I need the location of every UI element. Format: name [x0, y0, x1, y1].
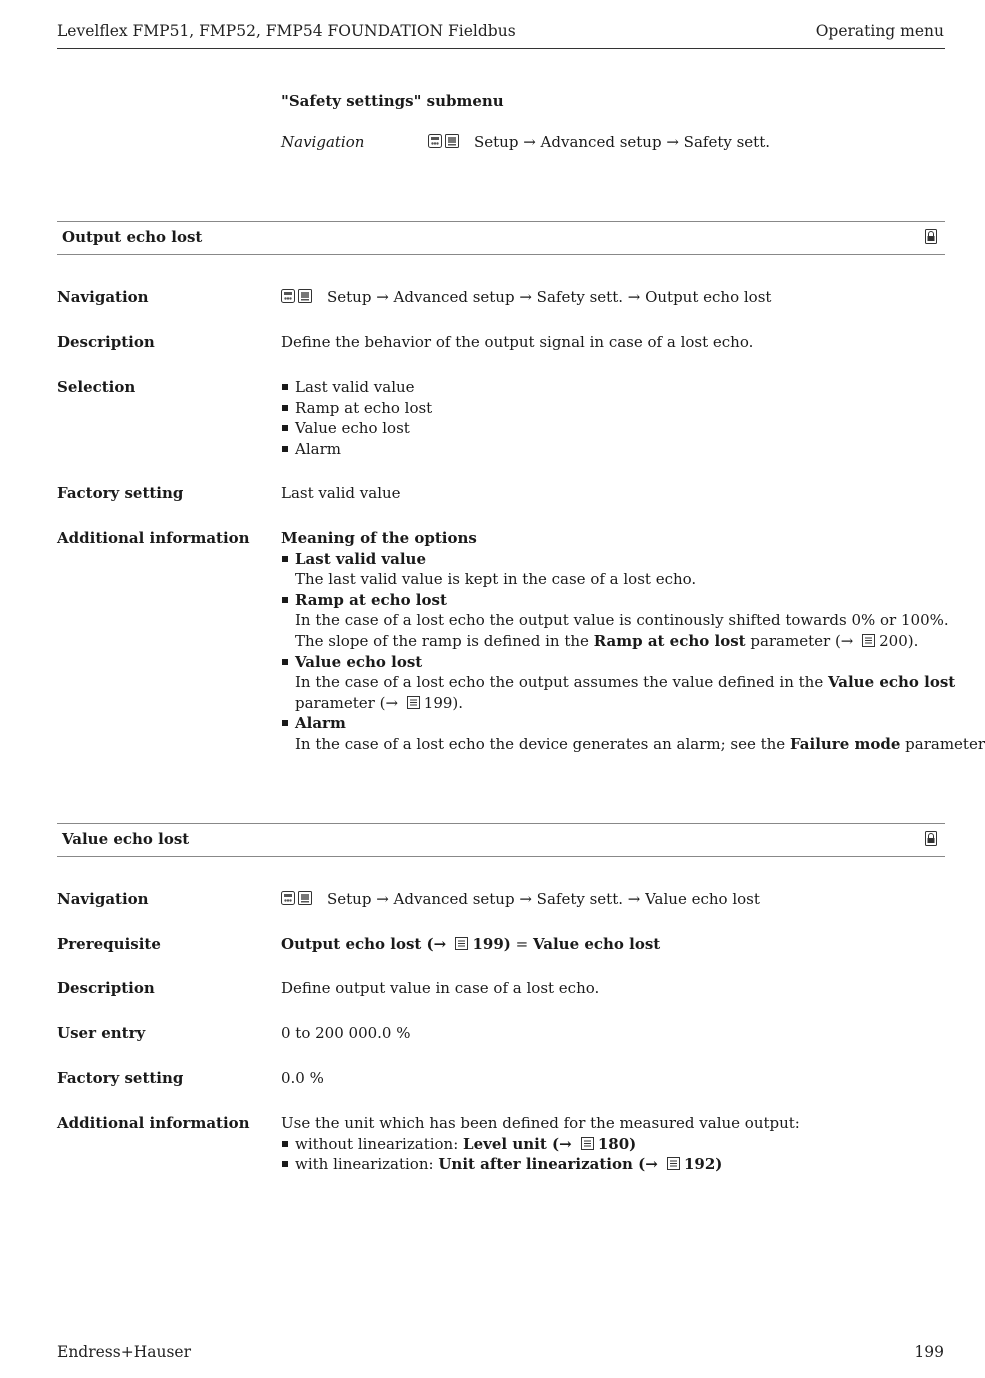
option-text: In the case of a lost echo the output value is continously shifted towards 0% or 100%.: [295, 611, 949, 630]
submenu-title: "Safety settings" submenu: [281, 92, 504, 110]
additional-intro: Use the unit which has been defined for the measured value output:: [281, 1114, 800, 1132]
label-navigation: Navigation: [57, 890, 149, 908]
label-additional-information: Additional information: [57, 529, 250, 547]
list-item: Ramp at echo lost: [281, 398, 432, 419]
meaning-title: Meaning of the options: [281, 529, 477, 547]
nav-path: Setup → Advanced setup → Safety sett. → Value echo lost: [327, 890, 760, 908]
label-selection: Selection: [57, 378, 136, 396]
option-title: Alarm: [281, 713, 985, 734]
factory-setting-value: Last valid value: [281, 484, 401, 502]
label-description: Description: [57, 979, 155, 997]
selection-list: [281, 377, 432, 459]
submenu-nav-label: Navigation: [281, 133, 365, 151]
display-keypad-icon: [281, 891, 313, 912]
label-additional-information: Additional information: [57, 1114, 250, 1132]
page-reference-icon: [455, 937, 468, 950]
section-output-echo-lost: [57, 221, 945, 255]
footer-brand: Endress+Hauser: [57, 1343, 191, 1361]
list-item: Value echo lost: [281, 418, 432, 439]
label-navigation: Navigation: [57, 288, 149, 306]
page-reference-icon: [862, 634, 875, 647]
option-text: The slope of the ramp is defined in the Ramp at echo lost parameter (→ 200).: [295, 631, 919, 650]
description-text: Define the behavior of the output signal in case of a lost echo.: [281, 333, 754, 351]
section-value-echo-lost: [57, 823, 945, 857]
list-item: Last valid value: [281, 377, 432, 398]
section-title: Output echo lost: [62, 228, 203, 246]
additional-information: [281, 1113, 800, 1175]
page-reference-icon: [407, 696, 420, 709]
running-header-section: Operating menu: [815, 22, 944, 40]
option-title: Ramp at echo lost: [281, 590, 985, 611]
display-keypad-icon: [428, 134, 460, 155]
header-rule: [57, 48, 945, 49]
oel-nav: [281, 287, 771, 310]
lock-icon: [925, 831, 937, 846]
nav-path: Setup → Advanced setup → Safety sett. → Output echo lost: [327, 288, 772, 306]
additional-information: [281, 528, 985, 755]
list-item: without linearization: Level unit (→ 180): [281, 1134, 800, 1155]
description-text: Define output value in case of a lost echo.: [281, 979, 600, 997]
lock-icon: [925, 229, 937, 244]
page-reference-icon: [581, 1137, 594, 1150]
list-item: with linearization: Unit after linearization (→ 192): [281, 1154, 800, 1175]
prerequisite-text: Output echo lost (→ 199) = Value echo lost: [281, 935, 661, 953]
page-number: 199: [914, 1343, 944, 1361]
page-reference-icon: [667, 1157, 680, 1170]
section-title: Value echo lost: [62, 830, 190, 848]
option-text: In the case of a lost echo the device generates an alarm; see the Failure mode parameter: [295, 734, 985, 753]
option-text: parameter (→ 199).: [295, 693, 464, 712]
option-text: The last valid value is kept in the case of a lost echo.: [295, 570, 697, 589]
label-user-entry: User entry: [57, 1024, 146, 1042]
submenu-nav-path: Setup → Advanced setup → Safety sett.: [474, 133, 770, 151]
user-entry-value: 0 to 200 000.0 %: [281, 1024, 411, 1042]
running-header-title: Levelflex FMP51, FMP52, FMP54 FOUNDATION Fieldbus: [57, 22, 516, 40]
label-factory-setting: Factory setting: [57, 1069, 184, 1087]
option-text: In the case of a lost echo the output assumes the value defined in the Value echo lost: [295, 673, 956, 692]
list-item: Alarm: [281, 439, 432, 460]
label-factory-setting: Factory setting: [57, 484, 184, 502]
factory-setting-value: 0.0 %: [281, 1069, 324, 1087]
label-prerequisite: Prerequisite: [57, 935, 161, 953]
option-title: Value echo lost: [281, 652, 985, 673]
label-description: Description: [57, 333, 155, 351]
display-keypad-icon: [281, 289, 313, 310]
submenu-nav: [428, 132, 770, 155]
option-title: Last valid value: [281, 549, 985, 570]
vel-nav: [281, 889, 760, 912]
